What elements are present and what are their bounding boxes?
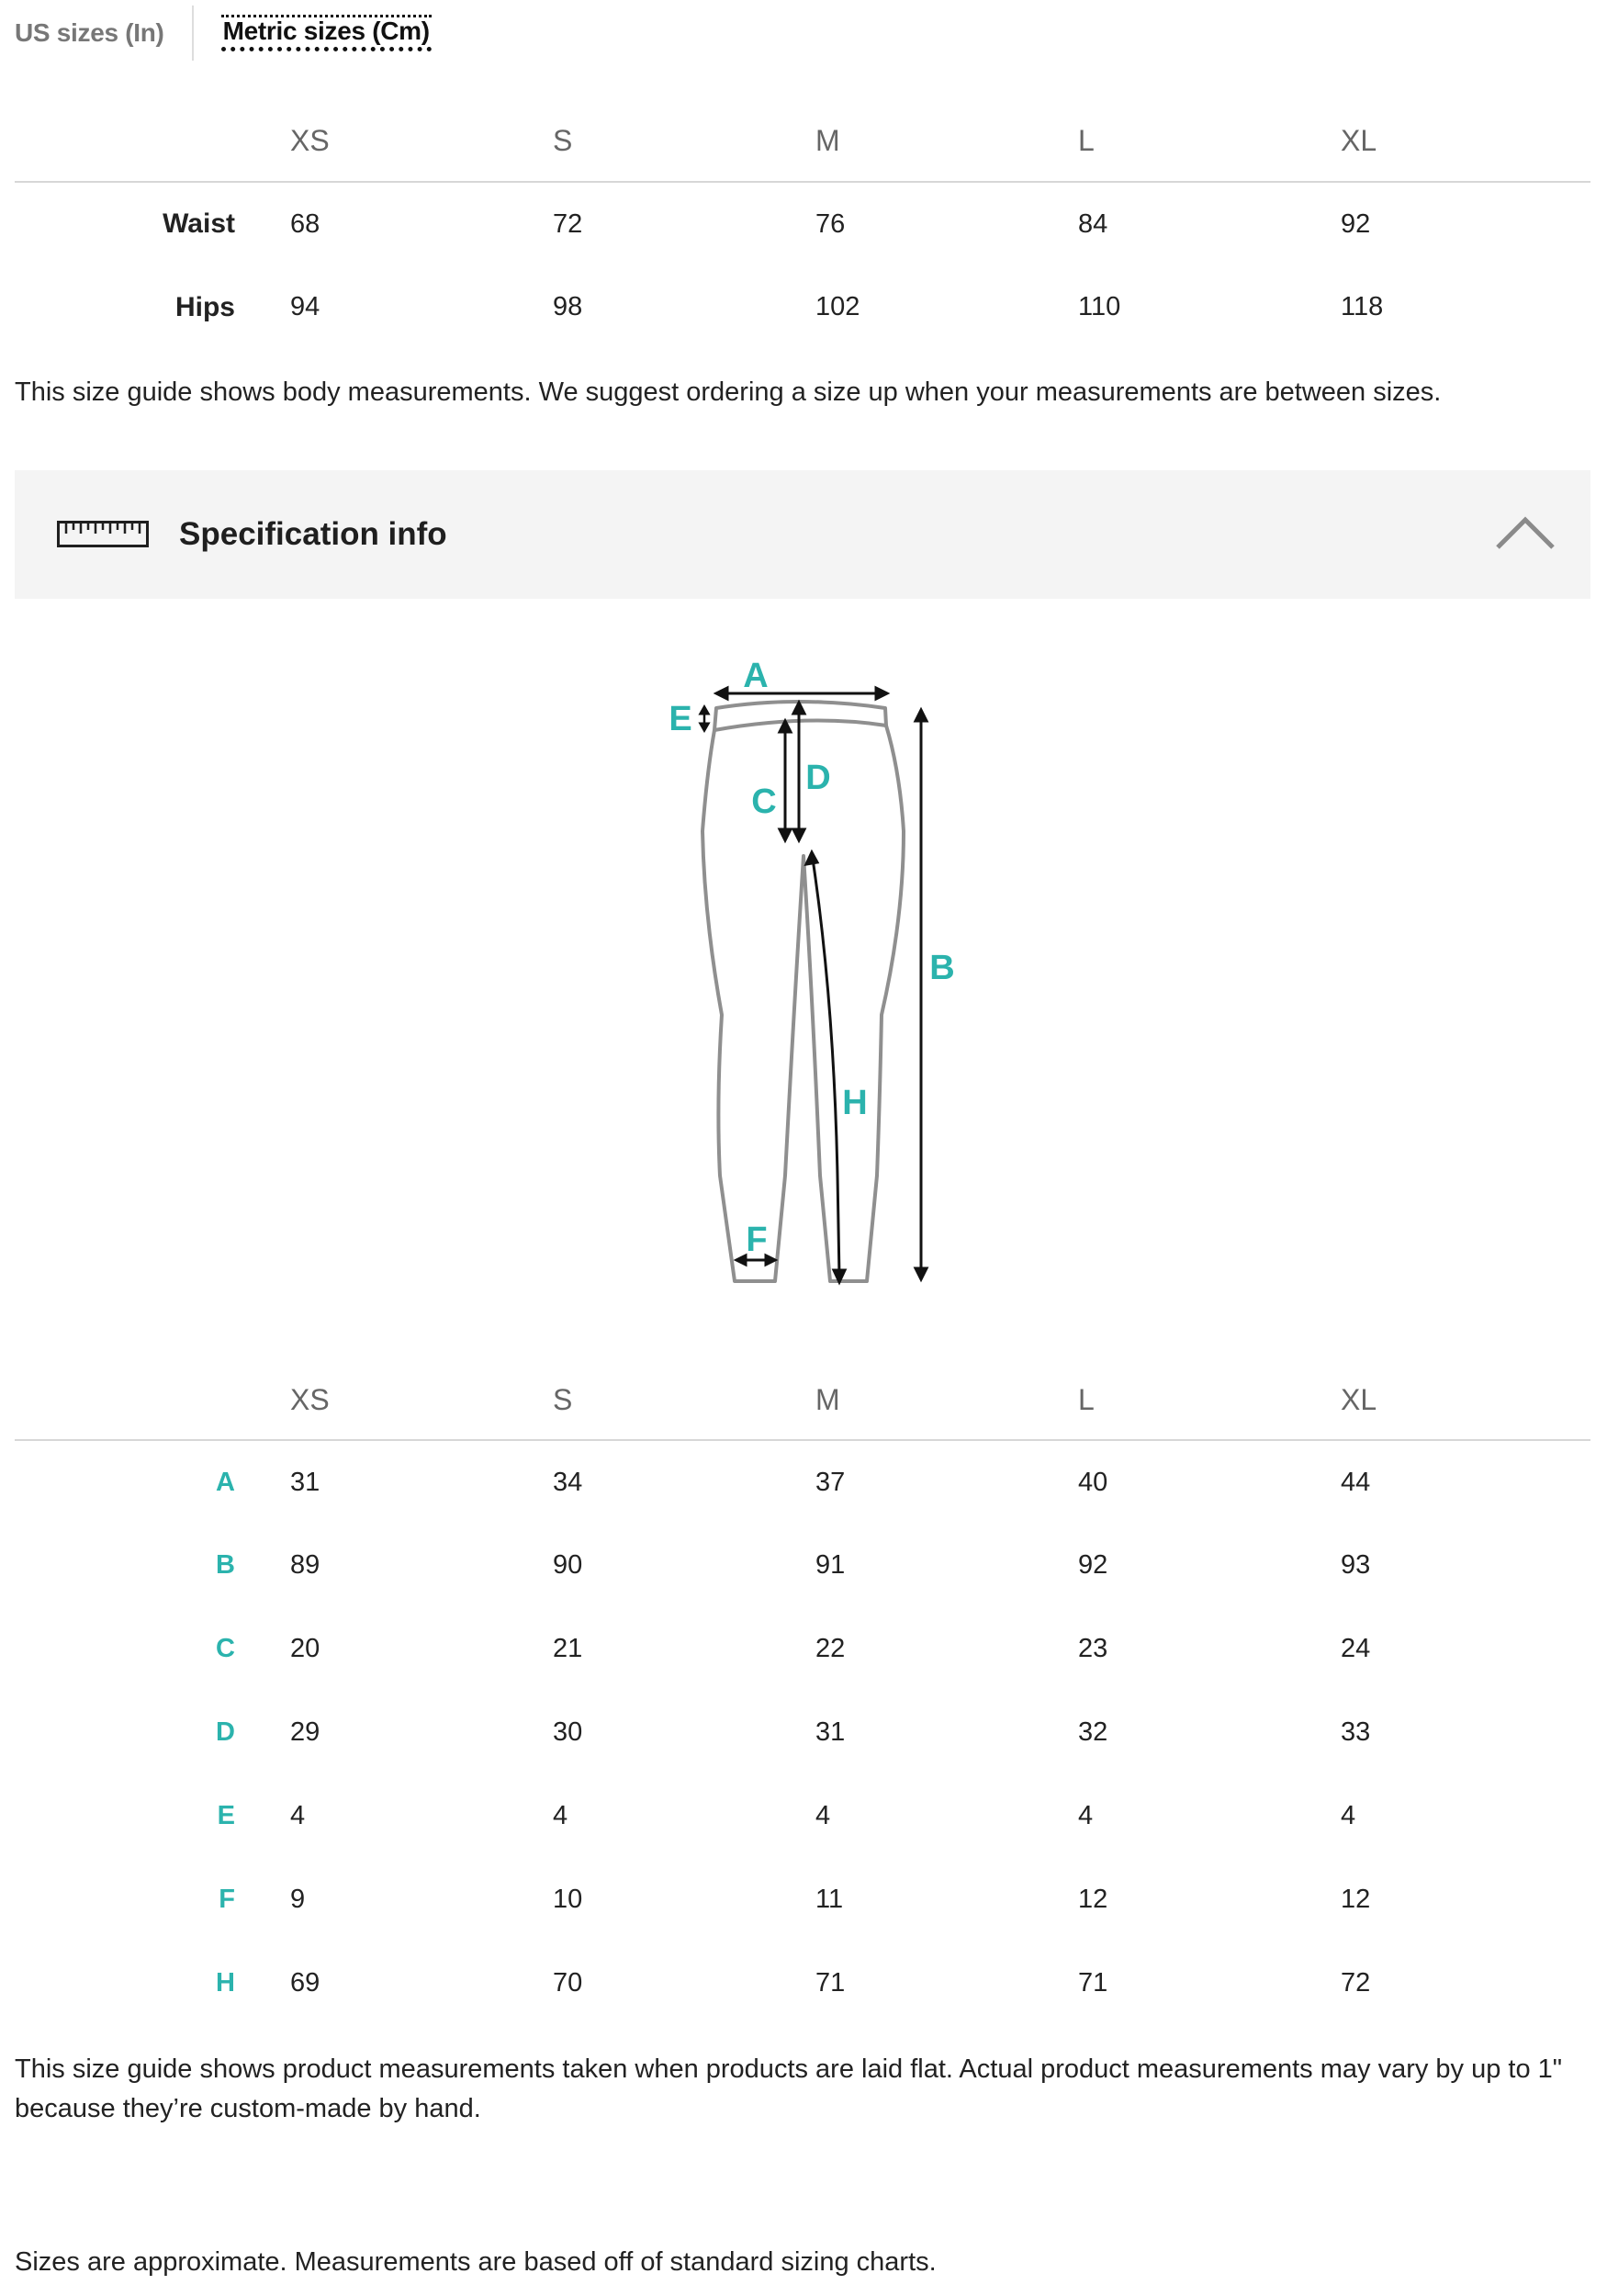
table-cell: 69 bbox=[290, 1968, 320, 1998]
table-cell: 22 bbox=[815, 1634, 846, 1663]
table-cell: 24 bbox=[1341, 1634, 1371, 1663]
table-cell: 90 bbox=[553, 1550, 583, 1580]
table-cell: 4 bbox=[553, 1801, 568, 1830]
size-header-row bbox=[15, 101, 1590, 182]
table-row bbox=[15, 182, 1590, 265]
table-cell: 98 bbox=[553, 292, 583, 321]
table-cell: 94 bbox=[290, 292, 320, 321]
measure-arrow-e-bottom bbox=[701, 724, 708, 730]
header-empty-cell bbox=[15, 101, 290, 182]
table-cell: 10 bbox=[553, 1885, 583, 1914]
diagram-label-a: A bbox=[743, 657, 769, 695]
size-header: M bbox=[815, 1383, 840, 1416]
table-cell: 68 bbox=[290, 208, 320, 239]
row-label: F bbox=[219, 1885, 235, 1914]
table-cell: 40 bbox=[1078, 1467, 1108, 1497]
table-cell: 31 bbox=[290, 1467, 320, 1497]
measure-arrow-h-top bbox=[806, 852, 817, 864]
product-measurements-table bbox=[15, 1361, 1590, 2025]
table-row bbox=[15, 1691, 1590, 1774]
unit-tabs bbox=[15, 0, 432, 66]
product-measurements-note: This size guide shows product measurements taken when products are laid flat. Actual product measurements may vary by up to 1" because they’re custom-made by hand. bbox=[15, 2054, 1563, 2123]
table-cell: 72 bbox=[1341, 1968, 1371, 1998]
table-cell: 4 bbox=[815, 1801, 831, 1830]
body-measurements-note: This size guide shows body measurements. We suggest ordering a size up when your measurements are between sizes. bbox=[15, 377, 1442, 407]
table-cell: 84 bbox=[1078, 208, 1108, 239]
table-cell: 33 bbox=[1341, 1717, 1371, 1747]
table-cell: 29 bbox=[290, 1717, 320, 1747]
table-cell: 118 bbox=[1341, 292, 1384, 321]
table-row bbox=[15, 1440, 1590, 1524]
table-cell: 34 bbox=[553, 1467, 583, 1497]
measure-arrow-e-top bbox=[701, 707, 708, 714]
table-row bbox=[15, 1774, 1590, 1858]
table-cell: 12 bbox=[1341, 1885, 1371, 1914]
measure-arrow-c-bottom bbox=[780, 829, 791, 840]
row-label: D bbox=[216, 1717, 235, 1747]
table-cell: 30 bbox=[553, 1717, 583, 1747]
leggings-outline bbox=[702, 726, 904, 1281]
size-header: S bbox=[553, 1383, 573, 1416]
tab-divider bbox=[192, 6, 194, 61]
measure-arrow-d-top bbox=[793, 703, 804, 714]
size-header-row bbox=[15, 1361, 1590, 1440]
diagram-label-e: E bbox=[669, 700, 692, 738]
size-header: L bbox=[1078, 1383, 1095, 1416]
table-cell: 92 bbox=[1078, 1550, 1108, 1580]
row-label: Waist bbox=[163, 208, 235, 239]
table-cell: 37 bbox=[815, 1467, 846, 1497]
specification-info-toggle[interactable] bbox=[15, 470, 1590, 599]
ruler-icon bbox=[57, 521, 149, 548]
table-cell: 4 bbox=[1341, 1801, 1356, 1830]
table-cell: 21 bbox=[553, 1634, 583, 1663]
table-cell: 70 bbox=[553, 1968, 583, 1998]
row-label: C bbox=[216, 1634, 235, 1663]
measure-arrow-b-bottom bbox=[916, 1268, 927, 1279]
measure-arrow-a-left bbox=[716, 688, 727, 699]
diagram-label-d: D bbox=[805, 759, 831, 797]
table-cell: 71 bbox=[1078, 1968, 1108, 1998]
diagram-label-c: C bbox=[751, 782, 777, 821]
size-header: S bbox=[553, 124, 573, 157]
measure-arrow-b-top bbox=[916, 710, 927, 721]
table-cell: 72 bbox=[553, 208, 583, 239]
tab-us-sizes[interactable]: US sizes (In) bbox=[15, 18, 164, 47]
table-row bbox=[15, 1524, 1590, 1607]
table-cell: 71 bbox=[815, 1968, 846, 1998]
tab-metric-sizes[interactable]: Metric sizes (Cm) bbox=[221, 15, 432, 51]
table-cell: 20 bbox=[290, 1634, 320, 1663]
table-cell: 93 bbox=[1341, 1550, 1371, 1580]
specification-info-title: Specification info bbox=[179, 516, 447, 552]
table-cell: 110 bbox=[1078, 292, 1121, 321]
diagram-label-f: F bbox=[746, 1221, 768, 1259]
chevron-up-icon[interactable] bbox=[1495, 514, 1556, 551]
table-cell: 89 bbox=[290, 1550, 320, 1580]
measure-arrow-f-left bbox=[736, 1255, 746, 1265]
table-cell: 31 bbox=[815, 1717, 846, 1747]
table-row bbox=[15, 1607, 1590, 1691]
measure-arrow-d-bottom bbox=[793, 829, 804, 840]
measure-arrow-a-right bbox=[876, 688, 887, 699]
table-cell: 4 bbox=[290, 1801, 306, 1830]
table-cell: 23 bbox=[1078, 1634, 1108, 1663]
leggings-measurement-diagram bbox=[643, 643, 992, 1295]
size-header: XL bbox=[1341, 1383, 1377, 1416]
row-label: E bbox=[217, 1801, 235, 1830]
table-cell: 9 bbox=[290, 1885, 306, 1914]
size-header: XS bbox=[290, 124, 330, 157]
table-cell: 76 bbox=[815, 208, 846, 239]
table-cell: 12 bbox=[1078, 1885, 1108, 1914]
table-cell: 4 bbox=[1078, 1801, 1094, 1830]
row-label: H bbox=[216, 1968, 235, 1998]
header-empty-cell bbox=[15, 1361, 290, 1440]
table-row bbox=[15, 1941, 1590, 2025]
diagram-label-h: H bbox=[842, 1084, 868, 1122]
table-cell: 11 bbox=[815, 1885, 844, 1914]
table-cell: 44 bbox=[1341, 1467, 1371, 1497]
table-cell: 32 bbox=[1078, 1717, 1108, 1747]
table-row bbox=[15, 265, 1590, 349]
size-header: XS bbox=[290, 1383, 330, 1416]
table-cell: 92 bbox=[1341, 208, 1371, 239]
row-label: A bbox=[216, 1467, 235, 1497]
table-cell: 102 bbox=[815, 292, 860, 321]
row-label: Hips bbox=[174, 291, 235, 322]
size-header: L bbox=[1078, 124, 1095, 157]
table-row bbox=[15, 1858, 1590, 1941]
row-label: B bbox=[216, 1550, 235, 1580]
size-header: M bbox=[815, 124, 840, 157]
table-cell: 91 bbox=[815, 1550, 846, 1580]
size-header: XL bbox=[1341, 124, 1377, 157]
body-measurements-table bbox=[15, 101, 1590, 349]
diagram-label-b: B bbox=[929, 949, 955, 987]
sizes-approximate-note: Sizes are approximate. Measurements are based off of standard sizing charts. bbox=[15, 2247, 937, 2277]
